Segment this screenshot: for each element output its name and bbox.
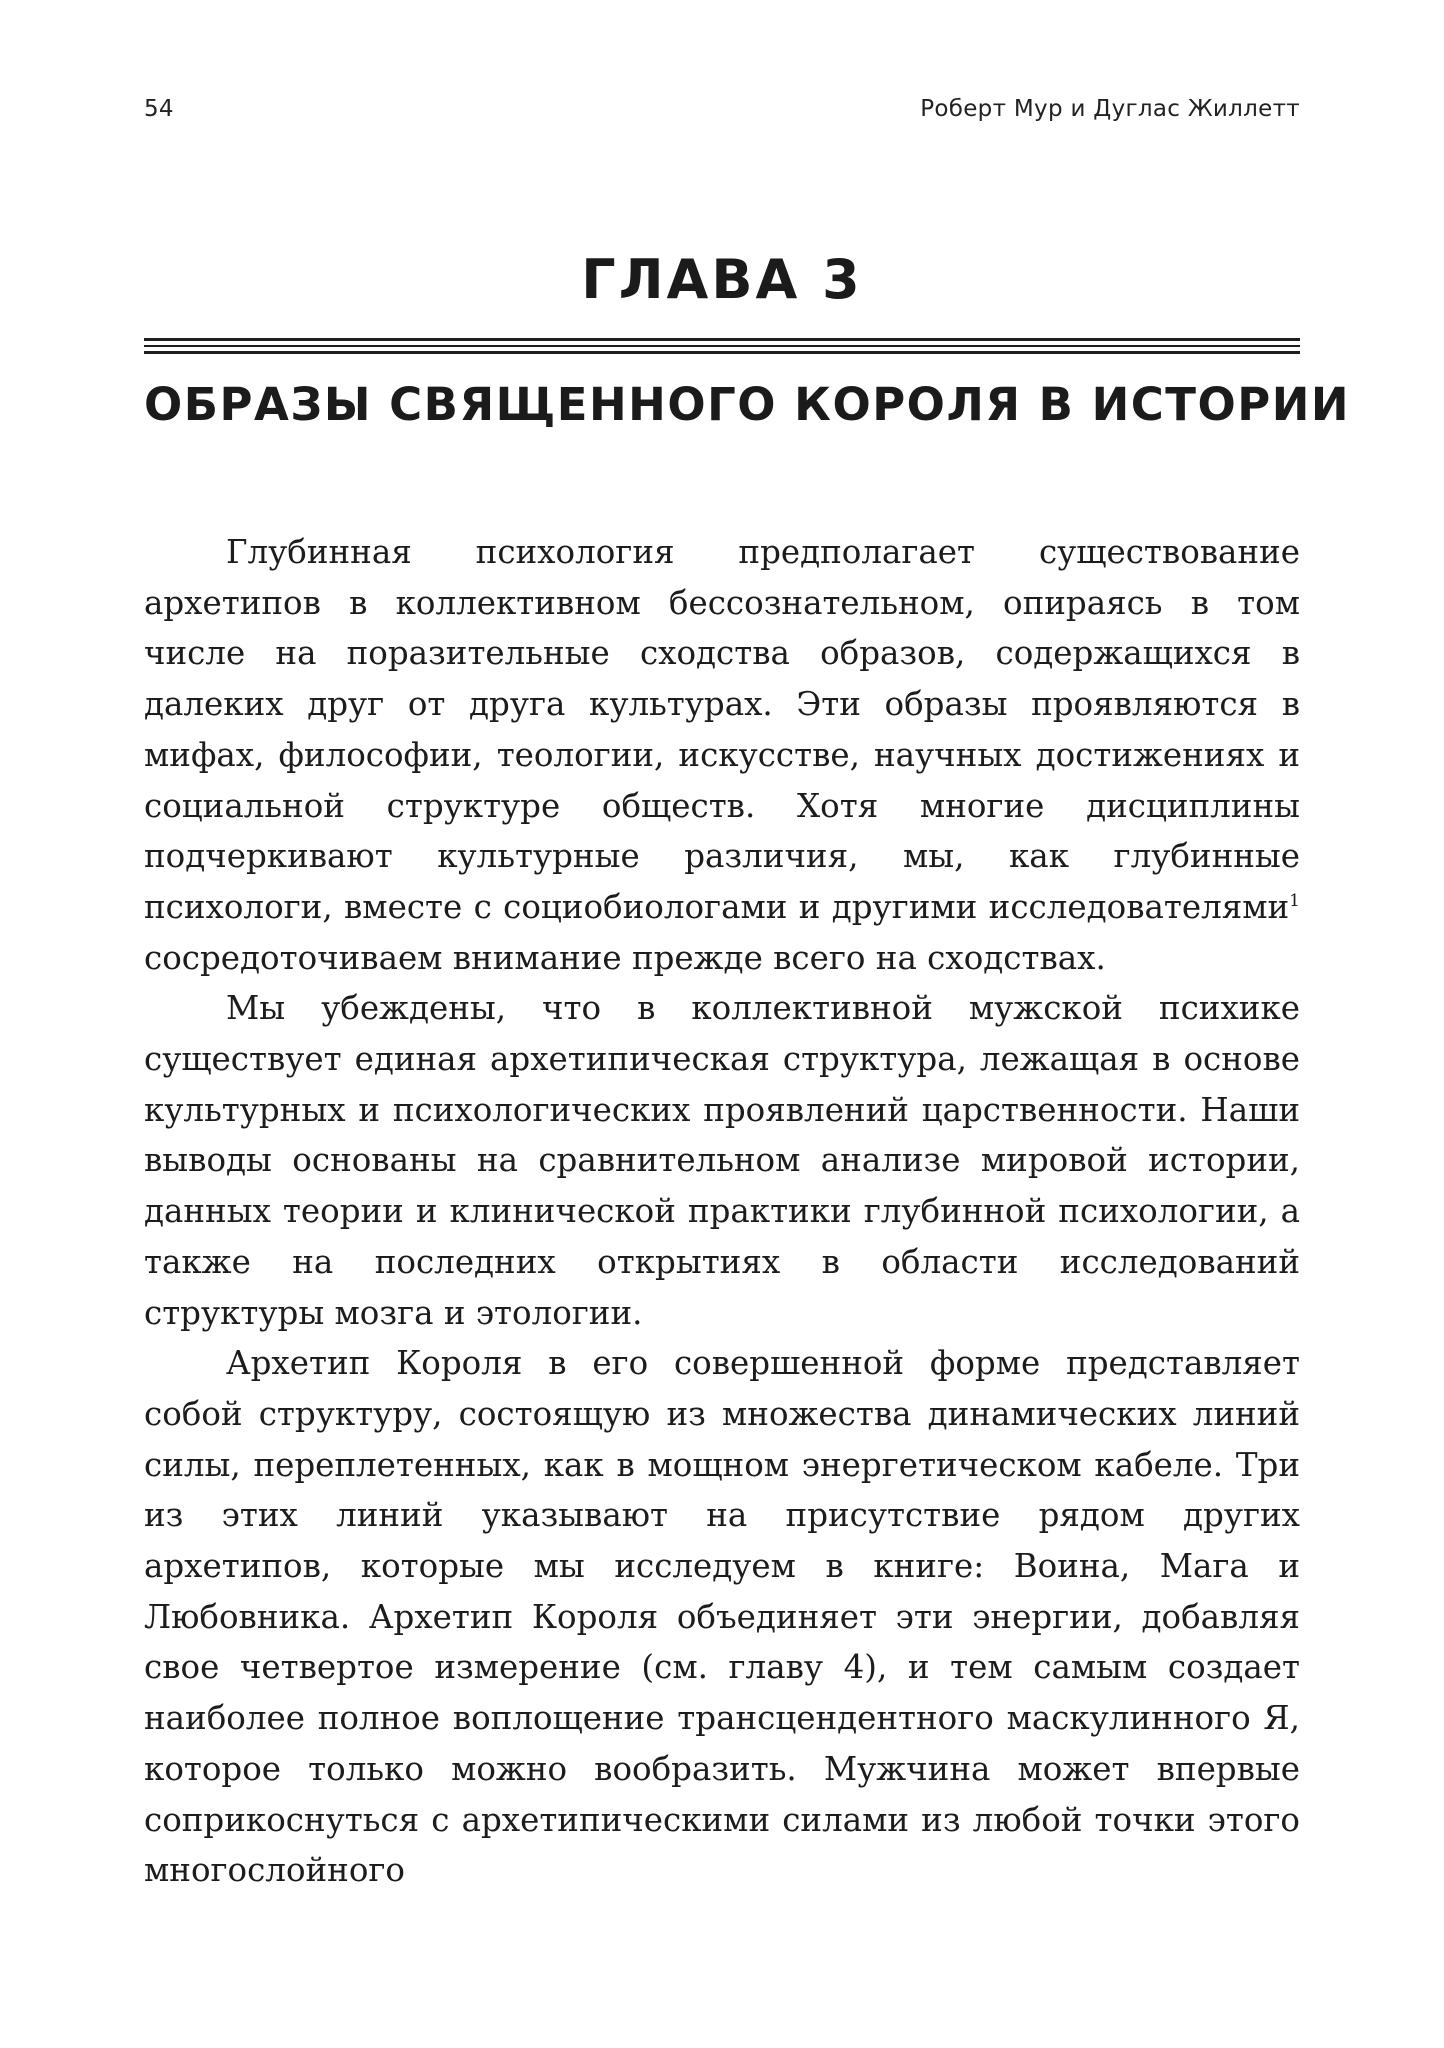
divider-rule-bottom — [144, 351, 1300, 354]
chapter-title: ОБРАЗЫ СВЯЩЕННОГО КОРОЛЯ В ИСТОРИИ — [144, 378, 1351, 431]
paragraph-2: Мы убеждены, что в коллективной мужской психике существует единая архетипическая структура, лежащая в основе культурных и психологических проявлений царственности. Наши выводы основаны на сравнительном анализе мировой истории, данных теории и клинической практики глубинной психологии, а также на последних открытиях в области исследований структуры мозга и этологии. — [144, 989, 1300, 1332]
paragraph-1 — [144, 527, 1300, 983]
divider-rule-middle — [144, 345, 1300, 347]
page-number: 54 — [144, 96, 174, 122]
paragraph-3: Архетип Короля в его совершенной форме представляет собой структуру, состоящую из множества динамических линий силы, переплетенных, как в мощном энергетическом кабеле. Три из этих линий указывают на присутствие рядом других архетипов, которые мы исследуем в книге: Воина, Мага и Любовника. Архетип Короля объединяет эти энергии, добавляя свое четвертое измерение (см. главу 4), и тем самым создает наиболее полное воплощение трансцендентного маскулинного Я, которое только можно вообразить. Мужчина может впервые соприкоснуться с архетипическими силами из любой точки этого многослойного — [144, 1344, 1300, 1890]
body-text — [144, 527, 1300, 1896]
book-authors: Роберт Мур и Дуглас Жиллетт — [920, 96, 1300, 122]
chapter-label: ГЛАВА 3 — [581, 248, 863, 311]
divider-rule-top — [144, 338, 1300, 341]
paragraph-1-text: Глубинная психология предполагает существование архетипов в коллективном бессознательном, опираясь в том числе на поразительные сходства образов, содержащихся в далеких друг от друга культурах. Эти образы проявляются в мифах, философии, теологии, искусстве, научных достижениях и социальной структуре обществ. Хотя многие дисциплины подчеркивают культурные различия, мы, как глубинные психологи, вместе с социобиологами и другими исследователями — [144, 533, 1300, 926]
chapter-divider — [144, 338, 1300, 358]
paragraph-1-text-end: сосредоточиваем внимание прежде всего на сходствах. — [144, 938, 1106, 977]
running-header — [144, 96, 1300, 130]
footnote-marker[interactable]: 1 — [1289, 891, 1300, 912]
